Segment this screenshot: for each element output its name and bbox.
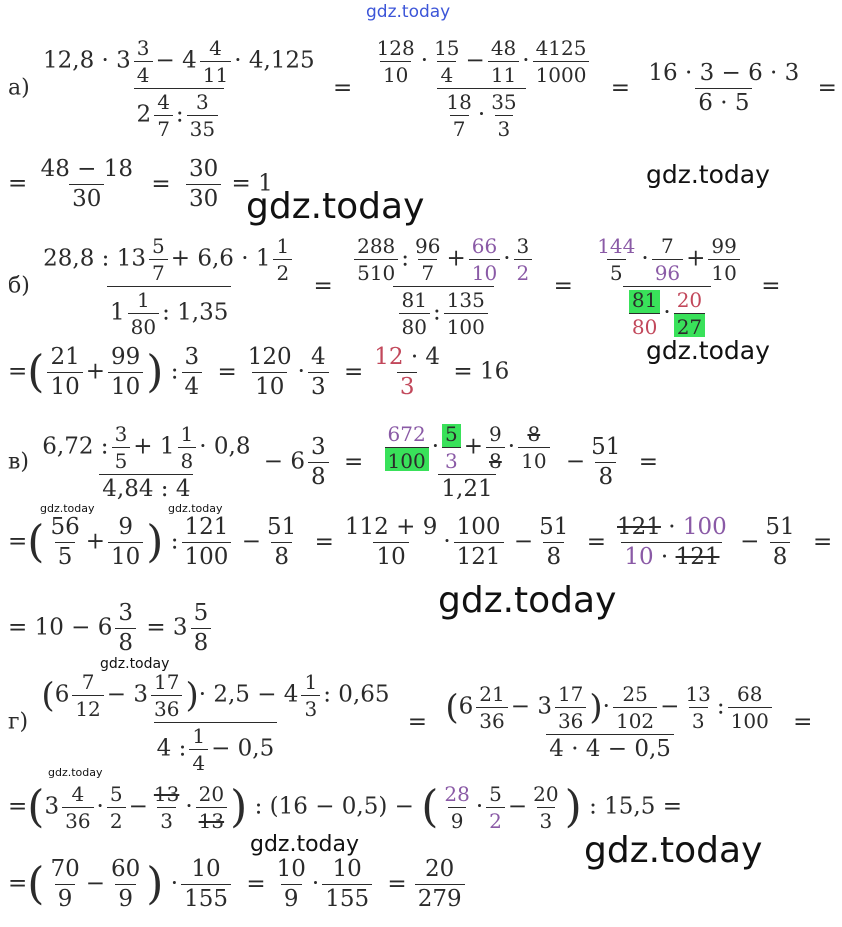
- problem-g-line2: =(3 $\frac{4}{36}$ · $\frac{5}{2}$ − $\frac{13}{3}$ · $\frac{20}{13}$ ) : (16 − 0,5) − ( $\frac{28}{9}$ · $\frac{5}{2}$ − $\frac{20}{3}$ ) : 15,5 =: [8, 781, 682, 833]
- problem-g-line3: =( $\frac{70}{9}$ − $\frac{60}{9}$ ) · $\frac{10}{155}$ = $\frac{10}{9}$ · $\frac{10}{155}$ = $\frac{20}{279}$: [8, 858, 468, 911]
- watermark: gdz.today: [40, 502, 95, 515]
- problem-v-step2: $\frac{672}{100}$ · $\frac{5}{3}$ + $\frac{9}{8}$ · $\frac{8}{10}$ 1,21: [379, 424, 556, 501]
- problem-v-line3: = 10 − 6 $\frac{3}{8}$ = 3 $\frac{5}{8}$: [8, 602, 214, 655]
- problem-g-step2: (6 $\frac{21}{36}$ − 3 $\frac{17}{36}$ )· $\frac{25}{102}$ − $\frac{13}{3}$ : $\frac{68}{100}$ 4 · 4 − 0,5: [442, 684, 777, 761]
- watermark: gdz.today: [246, 186, 425, 227]
- problem-v-expression: 6,72 : $\frac{3}{5}$ + 1 $\frac{1}{8}$ · 0,8 4,84 : 4: [42, 422, 251, 502]
- problem-a-line2: = $\frac{48 - 18}{30}$ = $\frac{30}{30}$ = 1: [8, 156, 273, 212]
- watermark: gdz.today: [168, 502, 223, 515]
- problem-a-result: = 1: [231, 170, 273, 197]
- problem-v-label: в): [8, 449, 29, 475]
- problem-b-step2: $\frac{288}{510}$ : $\frac{96}{7}$ + $\frac{66}{10}$ · $\frac{3}{2}$ $\frac{81}{80}$ : $\frac{135}{100}$: [348, 236, 538, 337]
- problem-v-line1: в) 6,72 : $\frac{3}{5}$ + 1 $\frac{1}{8}$ · 0,8 4,84 : 4 − 6 $\frac{3}{8}$ = $\frac{672}{100}$ · $\frac{5}{3}$ + $\frac{9}{8}$ · $\frac{8}{10}$ 1,21 − $\frac{51}{8}$ =: [8, 422, 659, 502]
- problem-b-line1: б) 28,8 : 13 $\frac{5}{7}$ + 6,6 · 1 $\frac{1}{2}$ 1 $\frac{1}{80}$ : 1,35 = $\frac{288}{510}$ : $\frac{96}{7}$ + $\frac{66}{10}$ · $\frac{3}{2}$ $\frac{81}{80}$ : $\frac{135}{100}$ = $\frac{144}{5}$ · $\frac{7}{96}$ + $\frac{99}{10}$ $\frac{81}{80}$ · $\frac{20}{27}$ =: [8, 234, 781, 339]
- watermark: gdz.today: [100, 656, 170, 672]
- problem-v-result: $\frac{5}{8}$: [191, 602, 212, 655]
- problem-b-result: = 16: [453, 358, 510, 385]
- problem-g-label: г): [8, 709, 29, 735]
- problem-a-line1: а) 12,8 · 3 $\frac{3}{4}$ − 4 $\frac{4}{11}$ · 4,125 2 $\frac{4}{7}$ : $\frac{3}{35}$ = $\frac{128}{10}$ · $\frac{15}{4}$ − $\frac{48}{11}$ · $\frac{4125}{1000}$ $\frac{18}{7}$ · $\frac{35}{3}$ = $\frac{16 \cdot 3 - 6 \cdot 3}{6 \cdot 5}$ =: [8, 36, 837, 141]
- watermark: gdz.today: [48, 766, 103, 779]
- watermark: gdz.today: [438, 580, 617, 621]
- watermark: gdz.today: [250, 832, 360, 857]
- problem-b-step3: $\frac{144}{5}$ · $\frac{7}{96}$ + $\frac{99}{10}$ $\frac{81}{80}$ · $\frac{20}{27}$: [588, 236, 746, 337]
- problem-a-step2: $\frac{128}{10}$ · $\frac{15}{4}$ − $\frac{48}{11}$ · $\frac{4125}{1000}$ $\frac{18}{7}$ · $\frac{35}{3}$: [368, 38, 596, 139]
- problem-g-line1: г) (6 $\frac{7}{12}$ − 3 $\frac{17}{36}$ )· 2,5 − 4 $\frac{1}{3}$ : 0,65 4 : $\frac{1}{4}$ − 0,5 = (6 $\frac{21}{36}$ − 3 $\frac{17}{36}$ )· $\frac{25}{102}$ − $\frac{13}{3}$ : $\frac{68}{100}$ 4 · 4 − 0,5 =: [8, 670, 813, 775]
- problem-a-expression: 12,8 · 3 $\frac{3}{4}$ − 4 $\frac{4}{11}$ · 4,125 2 $\frac{4}{7}$ : $\frac{3}{35}$: [43, 36, 315, 141]
- problem-b-label: б): [8, 273, 30, 299]
- problem-b-line2: =( $\frac{21}{10}$ + $\frac{99}{10}$ ) : $\frac{3}{4}$ = $\frac{120}{10}$ · $\frac{4}{3}$ = $\frac{12 \cdot 4}{3}$ = 16: [8, 344, 510, 400]
- watermark-top: gdz.today: [366, 2, 451, 22]
- problem-v-line2: =( $\frac{56}{5}$ + $\frac{9}{10}$ ) : $\frac{121}{100}$ − $\frac{51}{8}$ = $\frac{112 + 9}{10}$ · $\frac{100}{121}$ − $\frac{51}{8}$ = $\frac{121 \cdot 100}{10 \cdot 121}$ − $\frac{51}{8}$ =: [8, 514, 833, 570]
- problem-a-label: а): [8, 75, 30, 101]
- problem-a-step3: $\frac{16 \cdot 3 - 6 \cdot 3}{6 \cdot 5}$: [648, 60, 800, 116]
- watermark: gdz.today: [646, 160, 770, 189]
- watermark: gdz.today: [646, 336, 770, 365]
- problem-g-result: $\frac{20}{279}$: [415, 858, 465, 911]
- watermark: gdz.today: [584, 830, 763, 871]
- problem-g-expression: (6 $\frac{7}{12}$ − 3 $\frac{17}{36}$ )· 2,5 − 4 $\frac{1}{3}$ : 0,65 4 : $\frac{1}{4}$ − 0,5: [41, 670, 390, 775]
- problem-b-expression: 28,8 : 13 $\frac{5}{7}$ + 6,6 · 1 $\frac{1}{2}$ 1 $\frac{1}{80}$ : 1,35: [40, 236, 298, 337]
